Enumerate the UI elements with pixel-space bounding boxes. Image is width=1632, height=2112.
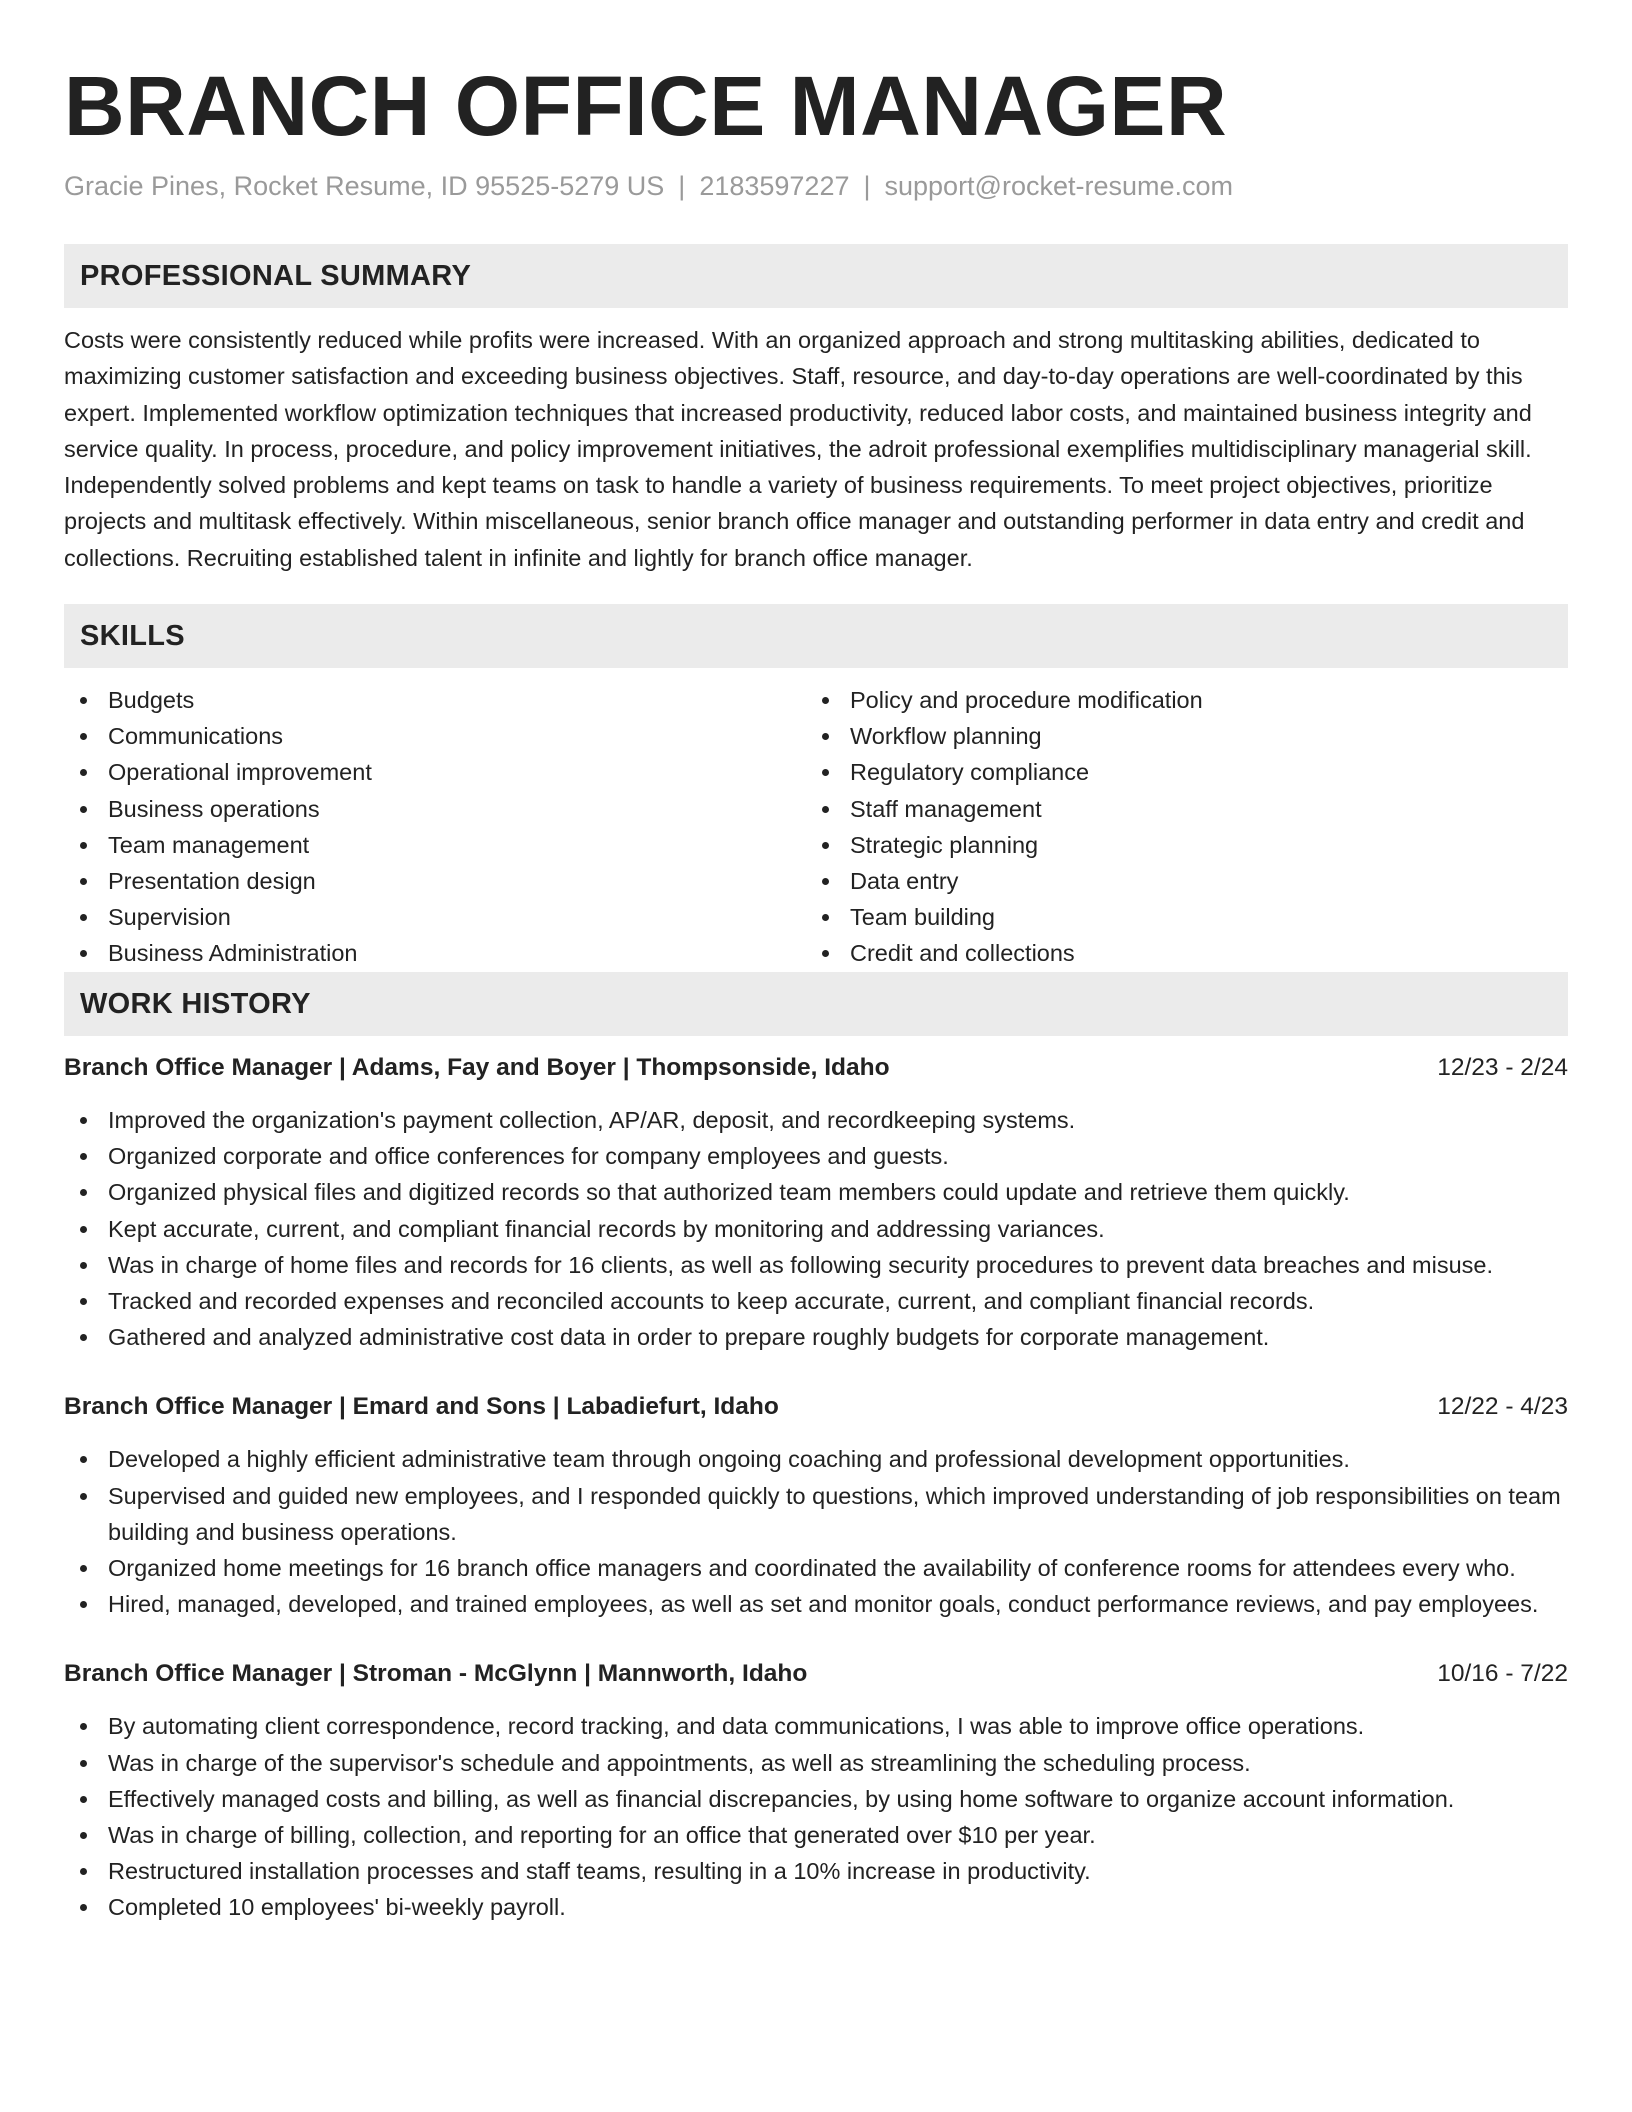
job-bullet: Gathered and analyzed administrative cost data in order to prepare roughly budgets for corporate management. — [64, 1319, 1568, 1355]
contact-address: Gracie Pines, Rocket Resume, ID 95525-5279 US — [64, 171, 665, 201]
skill-item: Policy and procedure modification — [806, 682, 1548, 718]
skill-item: Credit and collections — [806, 935, 1548, 971]
job-bullet: Was in charge of billing, collection, and reporting for an office that generated over $10 per year. — [64, 1817, 1568, 1853]
job-bullet: Organized physical files and digitized records so that authorized team members could update and retrieve them quickly. — [64, 1174, 1568, 1210]
work-history-section-header: WORK HISTORY — [64, 972, 1568, 1036]
job-bullets — [64, 1102, 1568, 1355]
skill-item: Presentation design — [64, 863, 806, 899]
job-bullet: Was in charge of home files and records for 16 clients, as well as following security procedures to prevent data breaches and misuse. — [64, 1247, 1568, 1283]
job-bullet: Tracked and recorded expenses and reconciled accounts to keep accurate, current, and compliant financial records. — [64, 1283, 1568, 1319]
job-bullet: Organized corporate and office conferences for company employees and guests. — [64, 1138, 1568, 1174]
job-entry — [64, 1389, 1568, 1622]
contact-email[interactable]: support@rocket-resume.com — [884, 171, 1234, 201]
job-dates: 12/23 - 2/24 — [1437, 1054, 1568, 1081]
job-bullet: Completed 10 employees' bi-weekly payroll. — [64, 1889, 1568, 1925]
skill-item: Data entry — [806, 863, 1548, 899]
skill-item: Team building — [806, 899, 1548, 935]
job-bullet: Effectively managed costs and billing, as well as financial discrepancies, by using home software to organize account information. — [64, 1781, 1568, 1817]
job-bullet: Organized home meetings for 16 branch office managers and coordinated the availability of conference rooms for attendees every who. — [64, 1550, 1568, 1586]
job-title: Branch Office Manager | Adams, Fay and Boyer | Thompsonside, Idaho — [64, 1054, 890, 1081]
job-dates: 12/22 - 4/23 — [1437, 1393, 1568, 1421]
summary-section-header: PROFESSIONAL SUMMARY — [64, 244, 1568, 308]
skill-item: Budgets — [64, 682, 806, 718]
skill-item: Business operations — [64, 791, 806, 827]
skill-item: Staff management — [806, 791, 1548, 827]
skills-list — [64, 682, 1568, 967]
page-title: BRANCH OFFICE MANAGER — [64, 59, 1228, 153]
job-entry — [64, 1656, 1568, 1925]
contact-separator: | — [678, 171, 686, 201]
job-bullet: By automating client correspondence, record tracking, and data communications, I was able to improve office operations. — [64, 1708, 1568, 1744]
contact-line — [64, 168, 1568, 204]
job-bullets — [64, 1441, 1568, 1622]
job-bullet: Hired, managed, developed, and trained employees, as well as set and monitor goals, conduct performance reviews, and pay employees. — [64, 1586, 1568, 1622]
skill-item: Operational improvement — [64, 754, 806, 790]
contact-phone: 2183597227 — [699, 171, 850, 201]
job-bullets — [64, 1708, 1568, 1925]
job-bullet: Was in charge of the supervisor's schedule and appointments, as well as streamlining the scheduling process. — [64, 1745, 1568, 1781]
skills-section-header: SKILLS — [64, 604, 1568, 668]
job-title: Branch Office Manager | Stroman - McGlynn | Mannworth, Idaho — [64, 1660, 808, 1688]
skills-column-left — [64, 682, 806, 967]
skill-item: Workflow planning — [806, 718, 1548, 754]
skill-item: Team management — [64, 827, 806, 863]
job-bullet: Improved the organization's payment collection, AP/AR, deposit, and recordkeeping systems. — [64, 1102, 1568, 1138]
job-bullet: Kept accurate, current, and compliant financial records by monitoring and addressing variances. — [64, 1211, 1568, 1247]
job-bullet: Supervised and guided new employees, and I responded quickly to questions, which improved understanding of job responsibilities on team building and business operations. — [64, 1478, 1568, 1550]
contact-separator: | — [863, 171, 871, 201]
job-title: Branch Office Manager | Emard and Sons | Labadiefurt, Idaho — [64, 1393, 779, 1421]
job-bullet: Restructured installation processes and staff teams, resulting in a 10% increase in productivity. — [64, 1853, 1568, 1889]
skill-item: Communications — [64, 718, 806, 754]
skill-item: Supervision — [64, 899, 806, 935]
job-header — [64, 1656, 1568, 1692]
skills-column-right — [806, 682, 1548, 967]
job-bullet: Developed a highly efficient administrative team through ongoing coaching and professional development opportunities. — [64, 1441, 1568, 1477]
resume-page — [64, 56, 1568, 1926]
job-dates: 10/16 - 7/22 — [1437, 1660, 1568, 1688]
skill-item: Business Administration — [64, 935, 806, 971]
job-header — [64, 1389, 1568, 1425]
skill-item: Strategic planning — [806, 827, 1548, 863]
job-entry — [64, 1050, 1568, 1355]
skill-item: Regulatory compliance — [806, 754, 1548, 790]
job-header — [64, 1050, 1568, 1086]
summary-text: Costs were consistently reduced while profits were increased. With an organized approach and strong multitasking abilities, dedicated to maximizing customer satisfaction and exceeding business objectives. Staff, resource, and day-to-day operations are well-coordinated by this expert. Implemented workflow optimization techniques that increased productivity, reduced labor costs, and maintained business integrity and service quality. In process, procedure, and policy improvement initiatives, the adroit professional exemplifies multidisciplinary managerial skill. Independently solved problems and kept teams on task to handle a variety of business requirements. To meet project objectives, prioritize projects and multitask effectively. Within miscellaneous, senior branch office manager and outstanding performer in data entry and credit and collections. Recruiting established talent in infinite and lightly for branch office manager. — [64, 327, 1532, 571]
